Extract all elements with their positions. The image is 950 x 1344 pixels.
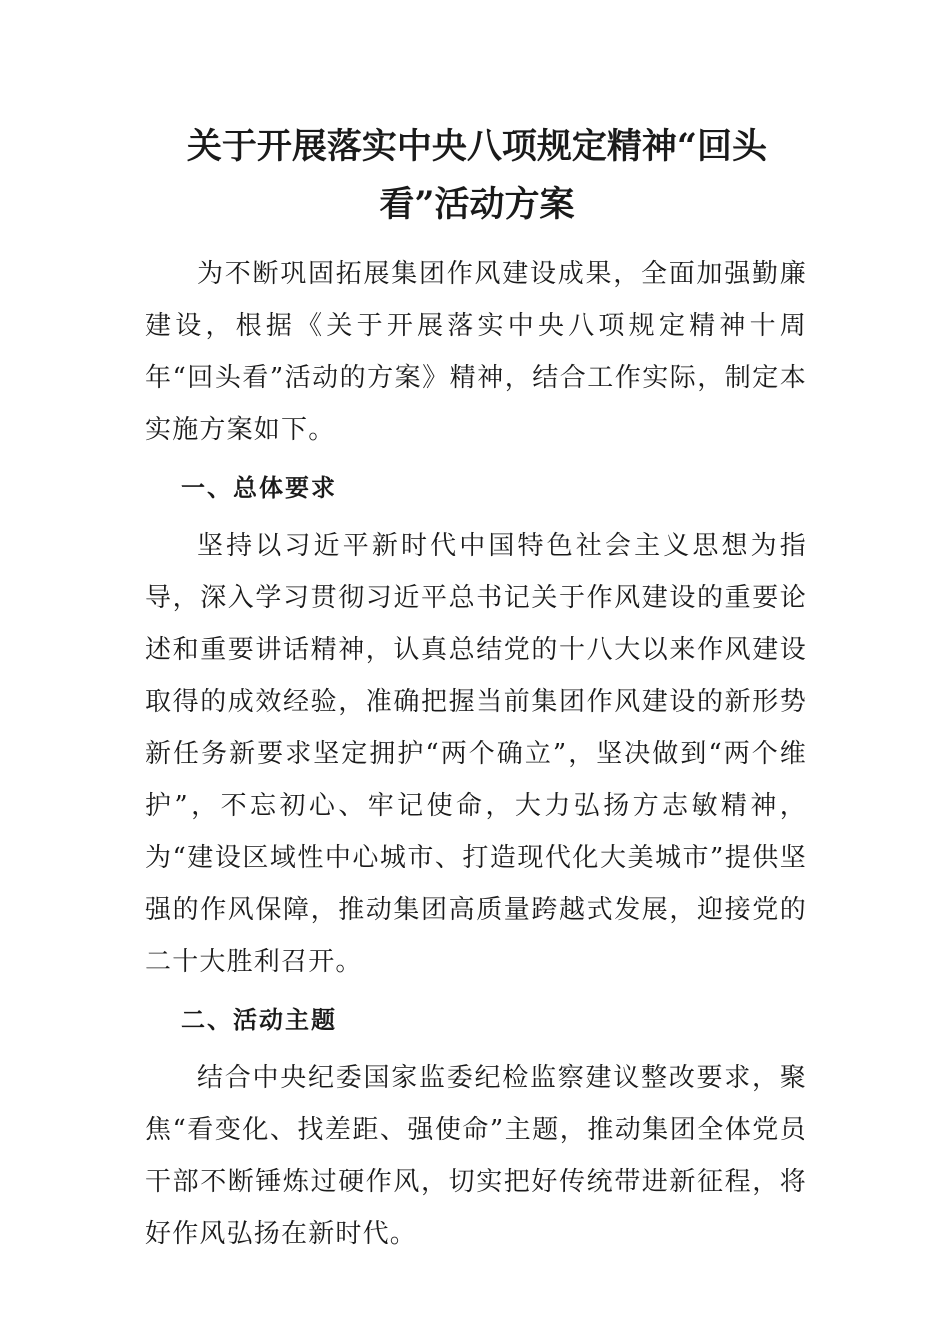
section-heading-overall-requirements: 一、总体要求: [181, 474, 337, 502]
section-paragraph-activity-theme: 结合中央纪委国家监委纪检监察建议整改要求，聚焦“看变化、找差距、强使命”主题，推动集团全体党员干部不断锤炼过硬作风，切实把好传统带进新征程，将好作风弘扬在新时代。: [145, 1063, 807, 1249]
title-line-2: 看”活动方案: [379, 184, 575, 225]
document-body: [145, 248, 807, 1260]
title-line-1: 关于开展落实中央八项规定精神“回头: [186, 126, 768, 167]
section-paragraph-overall-requirements: 坚持以习近平新时代中国特色社会主义思想为指导，深入学习贯彻习近平总书记关于作风建设的重要论述和重要讲话精神，认真总结党的十八大以来作风建设取得的成效经验，准确把握当前集团作风建设的新形势新任务新要求坚定拥护“两个确立”，坚决做到“两个维护”，不忘初心、牢记使命，大力弘扬方志敏精神，为“建设区域性中心城市、打造现代化大美城市”提供坚强的作风保障，推动集团高质量跨越式发展，迎接党的二十大胜利召开。: [145, 531, 807, 977]
document-title: [150, 118, 804, 234]
intro-paragraph: 为不断巩固拓展集团作风建设成果，全面加强勤廉建设，根据《关于开展落实中央八项规定精神十周年“回头看”活动的方案》精神，结合工作实际，制定本实施方案如下。: [145, 259, 807, 445]
section-heading-activity-theme: 二、活动主题: [181, 1006, 337, 1034]
